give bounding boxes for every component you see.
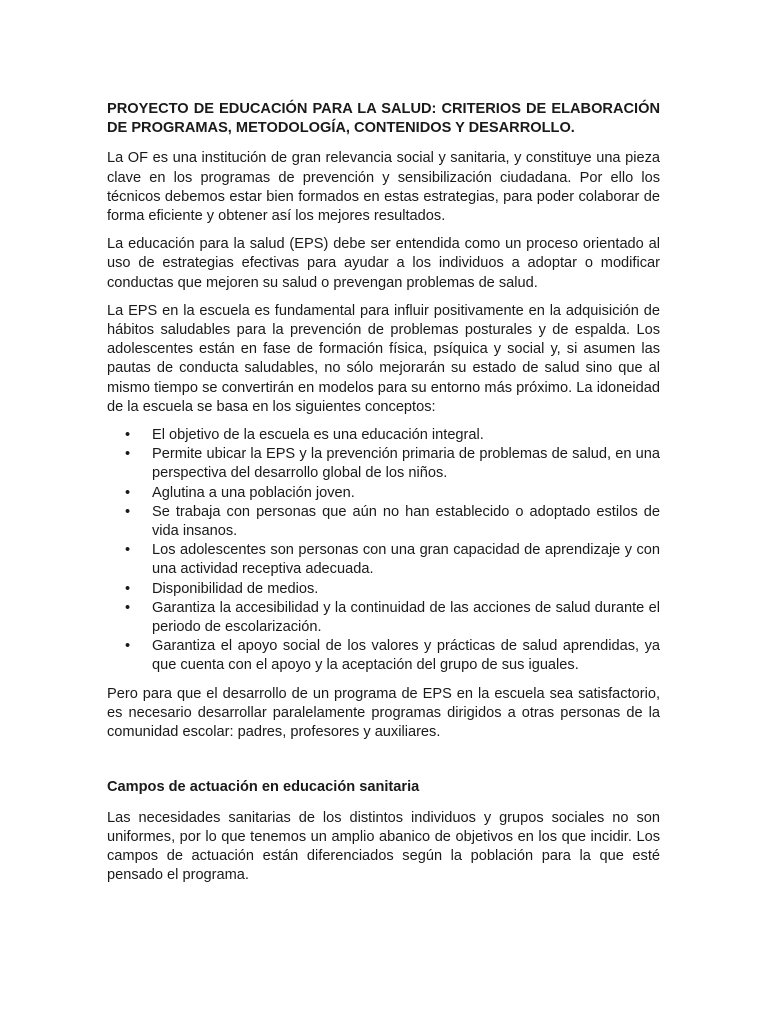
bullet-icon: • <box>125 638 131 655</box>
concepts-bullet-list <box>107 426 660 676</box>
list-item <box>107 503 660 541</box>
bullet-icon: • <box>125 542 131 559</box>
list-item-text: Permite ubicar la EPS y la prevención primaria de problemas de salud, en una perspectiva del desarrollo global de los niños. <box>152 446 660 482</box>
list-item <box>107 637 660 675</box>
paragraph-after-bullets: Pero para que el desarrollo de un programa de EPS en la escuela sea satisfactorio, es necesario desarrollar paralelamente programas dirigidos a otras personas de la comunidad escolar: padres, profesores y auxiliares. <box>107 685 660 741</box>
list-item <box>107 599 660 637</box>
paragraph-intro-1: La OF es una institución de gran relevancia social y sanitaria, y constituye una pieza clave en los programas de prevención y sensibilización ciudadana. Por ello los técnicos debemos estar bien formados en estas estrategias, para poder colaborar de forma eficiente y obtener así los mejores resultados. <box>107 150 660 225</box>
bullet-icon: • <box>125 599 131 616</box>
list-item <box>107 580 660 599</box>
list-item <box>107 541 660 579</box>
list-item <box>107 445 660 483</box>
bullet-icon: • <box>125 427 131 444</box>
list-item-text: Garantiza el apoyo social de los valores y prácticas de salud aprendidas, ya que cuenta con el apoyo y la aceptación del grupo de sus iguales. <box>152 638 660 674</box>
document-page <box>107 100 660 894</box>
list-item-text: Los adolescentes son personas con una gran capacidad de aprendizaje y con una actividad receptiva adecuada. <box>152 542 660 578</box>
section-heading: Campos de actuación en educación sanitaria <box>107 779 420 796</box>
bullet-icon: • <box>125 484 131 501</box>
paragraph-intro-2: La educación para la salud (EPS) debe ser entendida como un proceso orientado al uso de estrategias efectivas para ayudar a los individuos a adoptar o modificar conductas que mejoren su salud o prevengan problemas de salud. <box>107 236 660 291</box>
list-item-text: Garantiza la accesibilidad y la continuidad de las acciones de salud durante el periodo de escolarización. <box>152 599 660 636</box>
list-item <box>107 484 660 503</box>
list-item-text: Se trabaja con personas que aún no han establecido o adoptado estilos de vida insanos. <box>152 503 660 540</box>
list-item-text: El objetivo de la escuela es una educación integral. <box>152 427 484 444</box>
paragraph-intro-3: La EPS en la escuela es fundamental para influir positivamente en la adquisición de hábitos saludables para la prevención de problemas posturales y de espalda. Los adolescentes están en fase de formación física, psíquica y social y, si asumen las pautas de conducta saludables, no sólo mejorarán su estado de salud sino que al mismo tiempo se convertirán en modelos para su entorno más próximo. La idoneidad de la escuela se basa en los siguientes conceptos: <box>107 302 660 415</box>
list-item <box>107 426 660 445</box>
bullet-icon: • <box>125 503 131 520</box>
list-item-text: Aglutina a una población joven. <box>152 484 355 501</box>
bullet-icon: • <box>125 446 131 463</box>
list-item-text: Disponibilidad de medios. <box>152 580 319 597</box>
document-title: PROYECTO DE EDUCACIÓN PARA LA SALUD: CRITERIOS DE ELABORACIÓN DE PROGRAMAS, METODOLOGÍA, CONTENIDOS Y DESARROLLO. <box>107 101 660 137</box>
section-paragraph: Las necesidades sanitarias de los distintos individuos y grupos sociales no son uniformes, por lo que tenemos un amplio abanico de objetivos en los que incidir. Los campos de actuación están diferenciados según la población para la que esté pensado el programa. <box>107 809 660 884</box>
bullet-icon: • <box>125 580 131 597</box>
